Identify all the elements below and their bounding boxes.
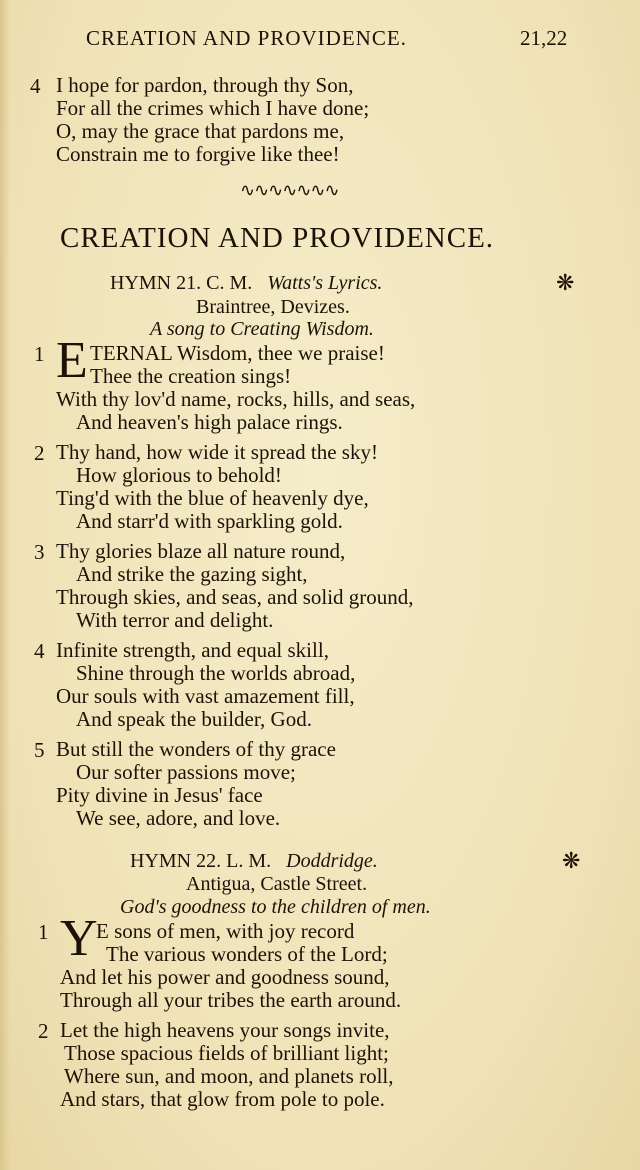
ornament-divider: ∿∿∿∿∿∿∿: [240, 180, 339, 200]
verse-line: For all the crimes which I have done;: [56, 96, 370, 120]
stanza-number: 2: [34, 441, 45, 465]
verse-line: And heaven's high palace rings.: [76, 410, 343, 434]
stanza-number: 3: [34, 540, 45, 564]
stanza-number: 1: [34, 342, 45, 366]
verse-line: E sons of men, with joy record: [96, 919, 355, 943]
verse-line: I hope for pardon, through thy Son,: [56, 73, 354, 97]
hymn-heading: [110, 272, 382, 295]
stanza-number: 2: [38, 1019, 49, 1043]
drop-cap: Y: [60, 910, 98, 967]
verse-line: Our souls with vast amazement fill,: [56, 684, 355, 708]
verse-line: We see, adore, and love.: [76, 806, 281, 830]
verse-line: Constrain me to forgive like thee!: [56, 142, 340, 166]
verse-line: And speak the builder, God.: [76, 707, 312, 731]
hymn-author: Watts's Lyrics.: [267, 272, 383, 294]
verse-line: And let his power and goodness sound,: [60, 965, 390, 989]
tune-names: Antigua, Castle Street.: [186, 873, 368, 895]
verse-line: Where sun, and moon, and planets roll,: [64, 1064, 394, 1088]
verse-line: Our softer passions move;: [76, 760, 296, 784]
verse-line: Ting'd with the blue of heavenly dye,: [56, 486, 369, 510]
hymn-subtitle: God's goodness to the children of men.: [120, 896, 431, 918]
verse-line: Those spacious fields of brilliant light;: [64, 1041, 389, 1065]
verse-line: But still the wonders of thy grace: [56, 737, 336, 761]
stanza-number: 1: [38, 920, 49, 944]
verse-line: TERNAL Wisdom, thee we praise!: [90, 341, 385, 365]
running-header: CREATION AND PROVIDENCE.: [86, 26, 407, 50]
verse-line: And stars, that glow from pole to pole.: [60, 1087, 385, 1111]
stanza-number: 4: [30, 74, 41, 98]
hymn-number: HYMN 22. L. M.: [130, 850, 272, 872]
tune-names: Braintree, Devizes.: [196, 296, 350, 318]
hymn-subtitle: A song to Creating Wisdom.: [150, 318, 374, 340]
verse-line: And starr'd with sparkling gold.: [76, 509, 343, 533]
verse-line: Thy glories blaze all nature round,: [56, 539, 346, 563]
verse-line: And strike the gazing sight,: [76, 562, 308, 586]
verse-line: With terror and delight.: [76, 608, 274, 632]
verse-line: Through all your tribes the earth around.: [60, 988, 402, 1012]
verse-line: Thee the creation sings!: [90, 364, 292, 388]
section-title: CREATION AND PROVIDENCE.: [60, 222, 495, 254]
verse-line: Pity divine in Jesus' face: [56, 783, 263, 807]
page-gutter-shadow: [0, 0, 10, 1170]
stanza-number: 5: [34, 738, 45, 762]
verse-line: Thy hand, how wide it spread the sky!: [56, 440, 378, 464]
hymn-number: HYMN 21. C. M.: [110, 272, 253, 294]
flower-mark-icon: ❋: [562, 848, 581, 873]
verse-line: Let the high heavens your songs invite,: [60, 1018, 390, 1042]
verse-line: Through skies, and seas, and solid ground,: [56, 585, 414, 609]
hymn-heading: [130, 850, 378, 873]
page-numbers: 21,22: [520, 26, 568, 50]
verse-line: With thy lov'd name, rocks, hills, and seas,: [56, 387, 416, 411]
verse-line: How glorious to behold!: [76, 463, 282, 487]
flower-mark-icon: ❋: [556, 270, 575, 295]
verse-line: The various wonders of the Lord;: [106, 942, 388, 966]
drop-cap: E: [56, 332, 88, 389]
verse-line: O, may the grace that pardons me,: [56, 119, 345, 143]
verse-line: Shine through the worlds abroad,: [76, 661, 356, 685]
stanza-number: 4: [34, 639, 45, 663]
hymn-author: Doddridge.: [286, 850, 378, 872]
verse-line: Infinite strength, and equal skill,: [56, 638, 329, 662]
